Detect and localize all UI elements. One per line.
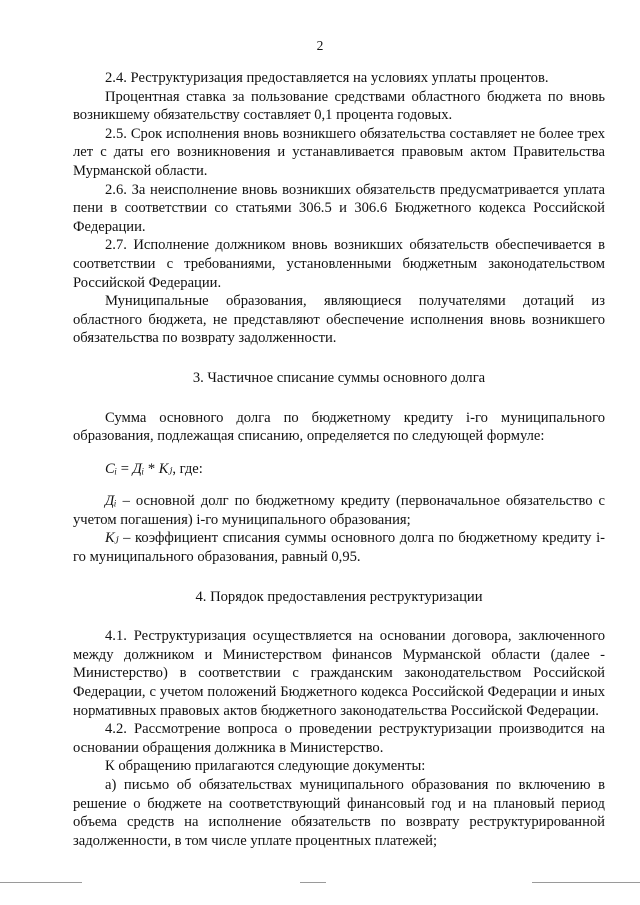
paragraph-4-2: 4.2. Рассмотрение вопроса о проведении реструктуризации производится на основании обращения должника в Министерство. — [73, 721, 605, 756]
definition-k — [73, 529, 605, 566]
paragraph-formula-intro: Сумма основного долга по бюджетному кредиту i-го муниципального образования, подлежащая списанию, определяется по следующей формуле: — [73, 409, 605, 445]
paragraph-2-6: 2.6. За неисполнение вновь возникших обязательств предусматривается уплата пени в соответствии со статьями 306.5 и 306.6 Бюджетного кодекса Российской Федерации. — [73, 181, 605, 235]
formula-line — [73, 460, 605, 479]
formula-c: Сᵢ — [105, 460, 118, 477]
paragraph-2-5: 2.5. Срок исполнения вновь возникшего обязательства составляет не более трех лет с даты его возникновения и устанавливается правовым актом Правительства Мурманской области. — [73, 125, 605, 179]
definition-k-symbol: Кⱼ — [105, 530, 119, 547]
formula-tail: , где: — [172, 460, 203, 477]
paragraph-2-4: 2.4. Реструктуризация предоставляется на условиях уплаты процентов. — [105, 70, 549, 86]
formula-k: Кⱼ — [158, 460, 173, 477]
formula-equals: = — [117, 460, 133, 477]
page-number: 2 — [316, 38, 324, 53]
paragraph-4-1: 4.1. Реструктуризация осуществляется на основании договора, заключенного между должником и Министерством финансов Мурманской области (далее - Министерство) в соответствии с гражданским законодательством Российской Федерации, с учетом положений Бюджетного кодекса Российской Федерации и иных нормативных правовых актов бюджетного законодательства Российской Федерации. — [73, 628, 605, 719]
formula-multiply: * — [144, 460, 159, 477]
section-3-heading: 3. Частичное списание суммы основного долга — [192, 369, 486, 386]
document-body — [73, 69, 605, 850]
definition-d-symbol: Дᵢ — [105, 493, 117, 510]
definition-k-text: – коэффициент списания суммы основного долга по бюджетному кредиту i-го муниципального образования, равный 0,95. — [73, 530, 605, 566]
paragraph-interest-rate: Процентная ставка за пользование средствами областного бюджета по вновь возникшему обязательству составляет 0,1 процента годовых. — [73, 88, 605, 124]
definition-d-text: – основной долг по бюджетному кредиту (первоначальное обязательство с учетом погашения) i-го муниципального образования; — [73, 493, 605, 528]
footer-rule-right — [532, 882, 640, 883]
footer-rule-left — [0, 882, 82, 883]
footer-rule-center — [300, 882, 326, 883]
formula-d: Дᵢ — [132, 460, 145, 477]
section-4-heading: 4. Порядок предоставления реструктуризации — [195, 588, 483, 605]
paragraph-item-a: а) письмо об обязательствах муниципального образования по включению в решение о бюджете на соответствующий финансовый год и на плановый период объема средств на исполнение обязательств по возврату реструктурированной задолженности, в том числе уплате процентных платежей; — [73, 777, 605, 849]
paragraph-documents-list: К обращению прилагаются следующие документы: — [105, 758, 426, 775]
paragraph-municipal-exemption: Муниципальные образования, являющиеся получателями дотаций из областного бюджета, не представляют обеспечение исполнения вновь возникшего обязательства по возврату задолженности. — [73, 293, 605, 347]
paragraph-2-7: 2.7. Исполнение должником вновь возникших обязательств обеспечивается в соответствии с требованиями, установленными бюджетным законодательством Российской Федерации. — [73, 237, 605, 291]
definition-d — [73, 492, 605, 529]
